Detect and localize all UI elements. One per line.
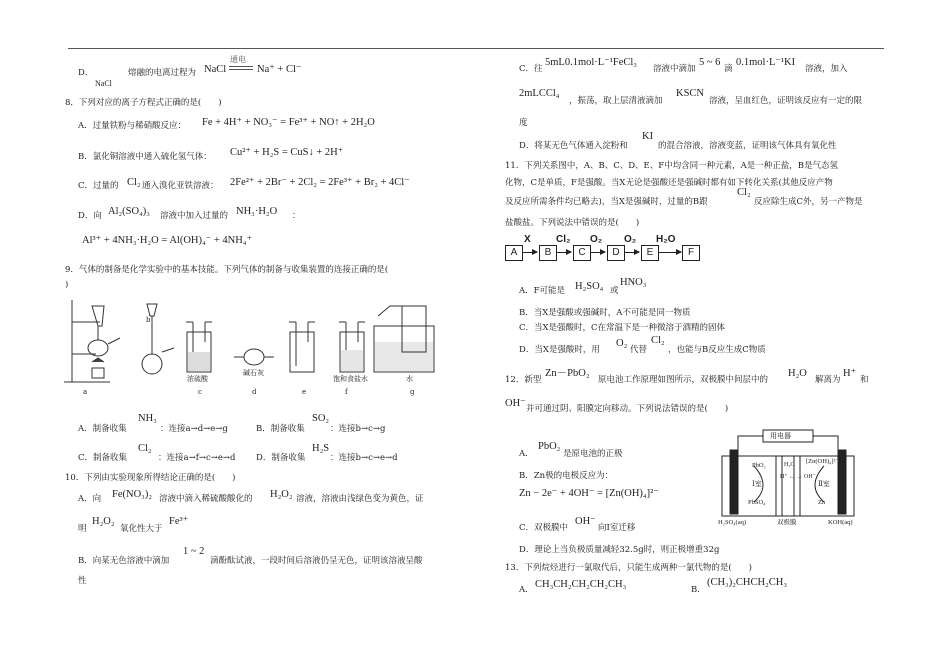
formula: Fe(NO₃)₂ bbox=[112, 489, 152, 500]
q11-option-a: A．F可能是 bbox=[519, 286, 566, 296]
figure-label: H₂O bbox=[784, 462, 795, 468]
q12-option-c: C．双极膜中 bbox=[519, 523, 569, 533]
text: 明 bbox=[78, 524, 87, 534]
node-b: B bbox=[539, 245, 557, 261]
text: 盐酸盐。下列说法中错误的是( ) bbox=[505, 218, 640, 228]
arrow bbox=[523, 252, 537, 253]
q11-option-c: C．当X是强酸时，C在常温下是一种微溶于酒精的固体 bbox=[519, 323, 726, 333]
text: 溶液中加入过量的 bbox=[160, 211, 229, 221]
reagent-label: 碱石灰 bbox=[243, 369, 264, 377]
q11-option-b: B．当X是强酸或强碱时，A不可能是同一物质 bbox=[519, 308, 691, 318]
formula: PbO₂ bbox=[538, 441, 561, 452]
question-13-stem: 13．下列烷烃进行一氯取代后，只能生成两种一氯代物的是( ) bbox=[505, 563, 752, 573]
node-d: D bbox=[607, 245, 625, 261]
formula: H₂O₂ bbox=[270, 489, 293, 500]
equation: 2Fe²⁺ + 2Br⁻ + 2Cl₂ = 2Fe³⁺ + Br₂ + 4Cl⁻ bbox=[230, 177, 410, 188]
apparatus-label-a: a bbox=[83, 388, 88, 396]
formula: CH₃CH₂CH₂CH₂CH₃ bbox=[535, 579, 627, 590]
equals-line bbox=[229, 66, 253, 67]
text: ：连接a→d→e→g bbox=[160, 424, 228, 434]
arrow-label: O₂ bbox=[624, 234, 637, 245]
equation: Zn − 2e⁻ + 4OH⁻ = [Zn(OH)₄]²⁻ bbox=[519, 488, 659, 499]
figure-label: KOH(aq) bbox=[828, 519, 853, 526]
text: 溶液，呈血红色，证明该反应有一定的限 bbox=[709, 96, 863, 106]
formula: 0.1mol·L⁻¹KI bbox=[736, 57, 796, 68]
q11-option-d: D．当X是强酸时，用 bbox=[519, 345, 600, 355]
text: 溶液中滴加 bbox=[653, 64, 696, 74]
formula: OH⁻ bbox=[505, 398, 526, 409]
formula: H₂S bbox=[312, 443, 330, 454]
option-d: D．向 bbox=[78, 211, 102, 221]
figure-label: Ⅱ室 bbox=[818, 480, 830, 488]
q12-option-b: B．Zn极的电极反应为： bbox=[519, 471, 614, 481]
apparatus-label-e: e bbox=[302, 388, 307, 396]
q12-option-a: A． bbox=[519, 449, 534, 459]
formula: HNO₃ bbox=[620, 277, 647, 288]
text: 反应除生成C外，另一产物是 bbox=[754, 197, 863, 207]
figure-label: [Zn(OH)₄]²⁻ bbox=[806, 458, 839, 465]
formula: H₂O bbox=[788, 368, 807, 379]
text: 通入溴化亚铁溶液： bbox=[142, 181, 219, 191]
text: ： bbox=[292, 211, 301, 221]
formula: Cl₂ bbox=[127, 177, 141, 188]
q9-option-a: A．制备收集 bbox=[78, 424, 127, 434]
node-f: F bbox=[682, 245, 700, 261]
text: 原电池工作原理如图所示，双极膜中间层中的 bbox=[598, 375, 769, 385]
option-a: A．过量铁粉与稀硝酸反应： bbox=[78, 121, 187, 131]
text: 滴 bbox=[724, 64, 733, 74]
formula: H⁺ bbox=[843, 368, 857, 379]
node-e: E bbox=[641, 245, 659, 261]
q9-option-b: B．制备收集 bbox=[256, 424, 305, 434]
option-c: C．往 bbox=[519, 64, 543, 74]
text: 的混合溶液，溶液变蓝，证明该气体具有氧化性 bbox=[658, 141, 837, 151]
formula: Cl₂ bbox=[737, 187, 751, 198]
formula: Fe³⁺ bbox=[169, 516, 189, 527]
formula: (CH₃)₂CHCH₂CH₃ bbox=[707, 577, 787, 588]
formula: 2mLCCl₄ bbox=[519, 88, 560, 99]
reagent-label: 水 bbox=[406, 375, 413, 383]
q13-option-a: A． bbox=[519, 585, 534, 595]
text: ：连接b→c→e→d bbox=[330, 453, 398, 463]
formula: O₂ bbox=[616, 338, 628, 349]
figure-label: H⁺ ← → OH⁻ bbox=[780, 474, 816, 480]
formula: 1 ~ 2 bbox=[183, 546, 205, 557]
q13-option-b: B． bbox=[691, 585, 706, 595]
text: ，振荡，取上层清液滴加 bbox=[569, 96, 663, 106]
device-label: 用电器 bbox=[770, 432, 791, 440]
arrow-label: X bbox=[524, 234, 531, 245]
text: 化物，C是单质，F是强酸。当X无论是强酸还是强碱时都有如下转化关系(其他反应产物 bbox=[505, 178, 833, 188]
text: 熔融的电离过程为 bbox=[128, 68, 197, 78]
text: 解离为 bbox=[815, 375, 841, 385]
arrow bbox=[625, 252, 639, 253]
text: 氧化性大于 bbox=[120, 524, 163, 534]
formula: Cl₂ bbox=[138, 443, 152, 454]
text: ：连接a→f→c→e→d bbox=[158, 453, 236, 463]
figure-label: PbSO₄ bbox=[748, 499, 766, 506]
arrow-label: H₂O bbox=[656, 234, 676, 245]
q10-option-a: A．向 bbox=[78, 494, 102, 504]
apparatus-label-g: g bbox=[410, 388, 415, 396]
text: 或 bbox=[610, 286, 619, 296]
q9-option-c: C．制备收集 bbox=[78, 453, 128, 463]
option-b: B．氯化铜溶液中通入硫化氢气体： bbox=[78, 152, 212, 162]
apparatus-label-c: c bbox=[198, 388, 202, 396]
arrow-label: 通电 bbox=[230, 55, 246, 64]
header-rule bbox=[68, 48, 884, 49]
text: 是原电池的正极 bbox=[563, 449, 623, 459]
text: ) bbox=[65, 280, 69, 290]
text: 滴酚酞试液，一段时间后溶液仍呈无色，证明该溶液呈酸 bbox=[210, 556, 423, 566]
text: 向Ⅰ室迁移 bbox=[598, 523, 636, 533]
formula: NH₃·H₂O bbox=[236, 206, 278, 217]
arrow bbox=[591, 252, 605, 253]
text: 溶液，加入 bbox=[805, 64, 848, 74]
formula: OH⁻ bbox=[575, 516, 596, 527]
apparatus-figure bbox=[62, 292, 442, 400]
formula: SO₂ bbox=[312, 413, 330, 424]
equals-line bbox=[229, 69, 253, 70]
formula: Na⁺ + Cl⁻ bbox=[257, 64, 302, 75]
text: 并可通过阴、阳膜定向移动。下列说法错误的是( ) bbox=[526, 404, 729, 414]
figure-label: Zn bbox=[818, 499, 826, 506]
option-c: C．过量的 bbox=[78, 181, 119, 191]
text: 代替 bbox=[630, 345, 648, 355]
arrow-label: Cl₂ bbox=[556, 234, 571, 245]
equation: Cu²⁺ + H₂S = CuS↓ + 2H⁺ bbox=[230, 147, 344, 158]
option-d: D．将某无色气体通入淀粉和 bbox=[519, 141, 628, 151]
equation: Al³⁺ + 4NH₃·H₂O = Al(OH)₄⁻ + 4NH₄⁺ bbox=[82, 235, 253, 246]
figure-label: H₂SO₄(aq) bbox=[718, 519, 746, 526]
formula: Zn－PbO₂ bbox=[545, 368, 590, 379]
text: 及反应所需条件均已略去)，当X是强碱时，过量的B跟 bbox=[505, 197, 708, 207]
formula: 5mL0.1mol·L⁻¹FeCl₃ bbox=[545, 57, 637, 68]
figure-label: PbO₂ bbox=[752, 462, 766, 469]
text: 溶液，溶液由浅绿色变为黄色，证 bbox=[296, 494, 424, 504]
formula: H₂O₂ bbox=[92, 516, 115, 527]
text: 溶液中滴入稀硫酸酸化的 bbox=[159, 494, 253, 504]
question-11-stem: 11．下列关系图中，A、B、C、D、E、F中均含同一种元素，A是一种正盐，B是气态氢 bbox=[505, 161, 839, 171]
formula: KSCN bbox=[676, 88, 705, 99]
apparatus-label-f: f bbox=[345, 388, 348, 396]
question-12-stem: 12．新型 bbox=[505, 375, 542, 385]
question-8-stem: 8．下列对应的离子方程式正确的是( ) bbox=[65, 98, 222, 108]
figure-label: Ⅰ室 bbox=[752, 480, 762, 488]
formula: KI bbox=[642, 131, 654, 142]
reagent-label: 饱和食盐水 bbox=[333, 375, 368, 383]
arrow bbox=[557, 252, 571, 253]
q9-option-d: D．制备收集 bbox=[256, 453, 306, 463]
apparatus-label-d: d bbox=[252, 388, 257, 396]
formula: NaCl bbox=[204, 64, 227, 75]
node-c: C bbox=[573, 245, 591, 261]
figure-label: 双极膜 bbox=[777, 518, 797, 526]
text: ：连接b→c→g bbox=[330, 424, 386, 434]
option-label: D． bbox=[78, 68, 94, 78]
question-10-stem: 10．下列由实验现象所得结论正确的是( ) bbox=[65, 473, 236, 483]
arrow-label: O₂ bbox=[590, 234, 603, 245]
equation: Fe + 4H⁺ + NO₃⁻ = Fe³⁺ + NO↑ + 2H₂O bbox=[202, 117, 375, 128]
arrow bbox=[659, 252, 681, 253]
formula: NH₃ bbox=[138, 413, 157, 424]
q12-option-d: D．理论上当负极质量减轻32.5g时，则正极增重32g bbox=[519, 545, 720, 555]
text: ，也能与B反应生成C物质 bbox=[668, 345, 766, 355]
node-a: A bbox=[505, 245, 523, 261]
formula: Al₂(SO₄)₃ bbox=[108, 206, 150, 217]
formula: NaCl bbox=[95, 79, 112, 88]
formula: 5 ~ 6 bbox=[699, 57, 721, 68]
apparatus-label-b: b bbox=[146, 316, 151, 324]
q10-option-b: B．向某无色溶液中滴加 bbox=[78, 556, 170, 566]
text: 性 bbox=[78, 576, 87, 586]
question-9-stem: 9．气体的制备是化学实验中的基本技能。下列气体的制备与收集装置的连接正确的是( bbox=[65, 265, 389, 275]
text: 和 bbox=[860, 375, 869, 385]
formula: H₂SO₄ bbox=[575, 281, 604, 292]
formula: Cl₂ bbox=[651, 335, 665, 346]
text: 度 bbox=[519, 118, 528, 128]
reagent-label: 浓硫酸 bbox=[187, 375, 208, 383]
